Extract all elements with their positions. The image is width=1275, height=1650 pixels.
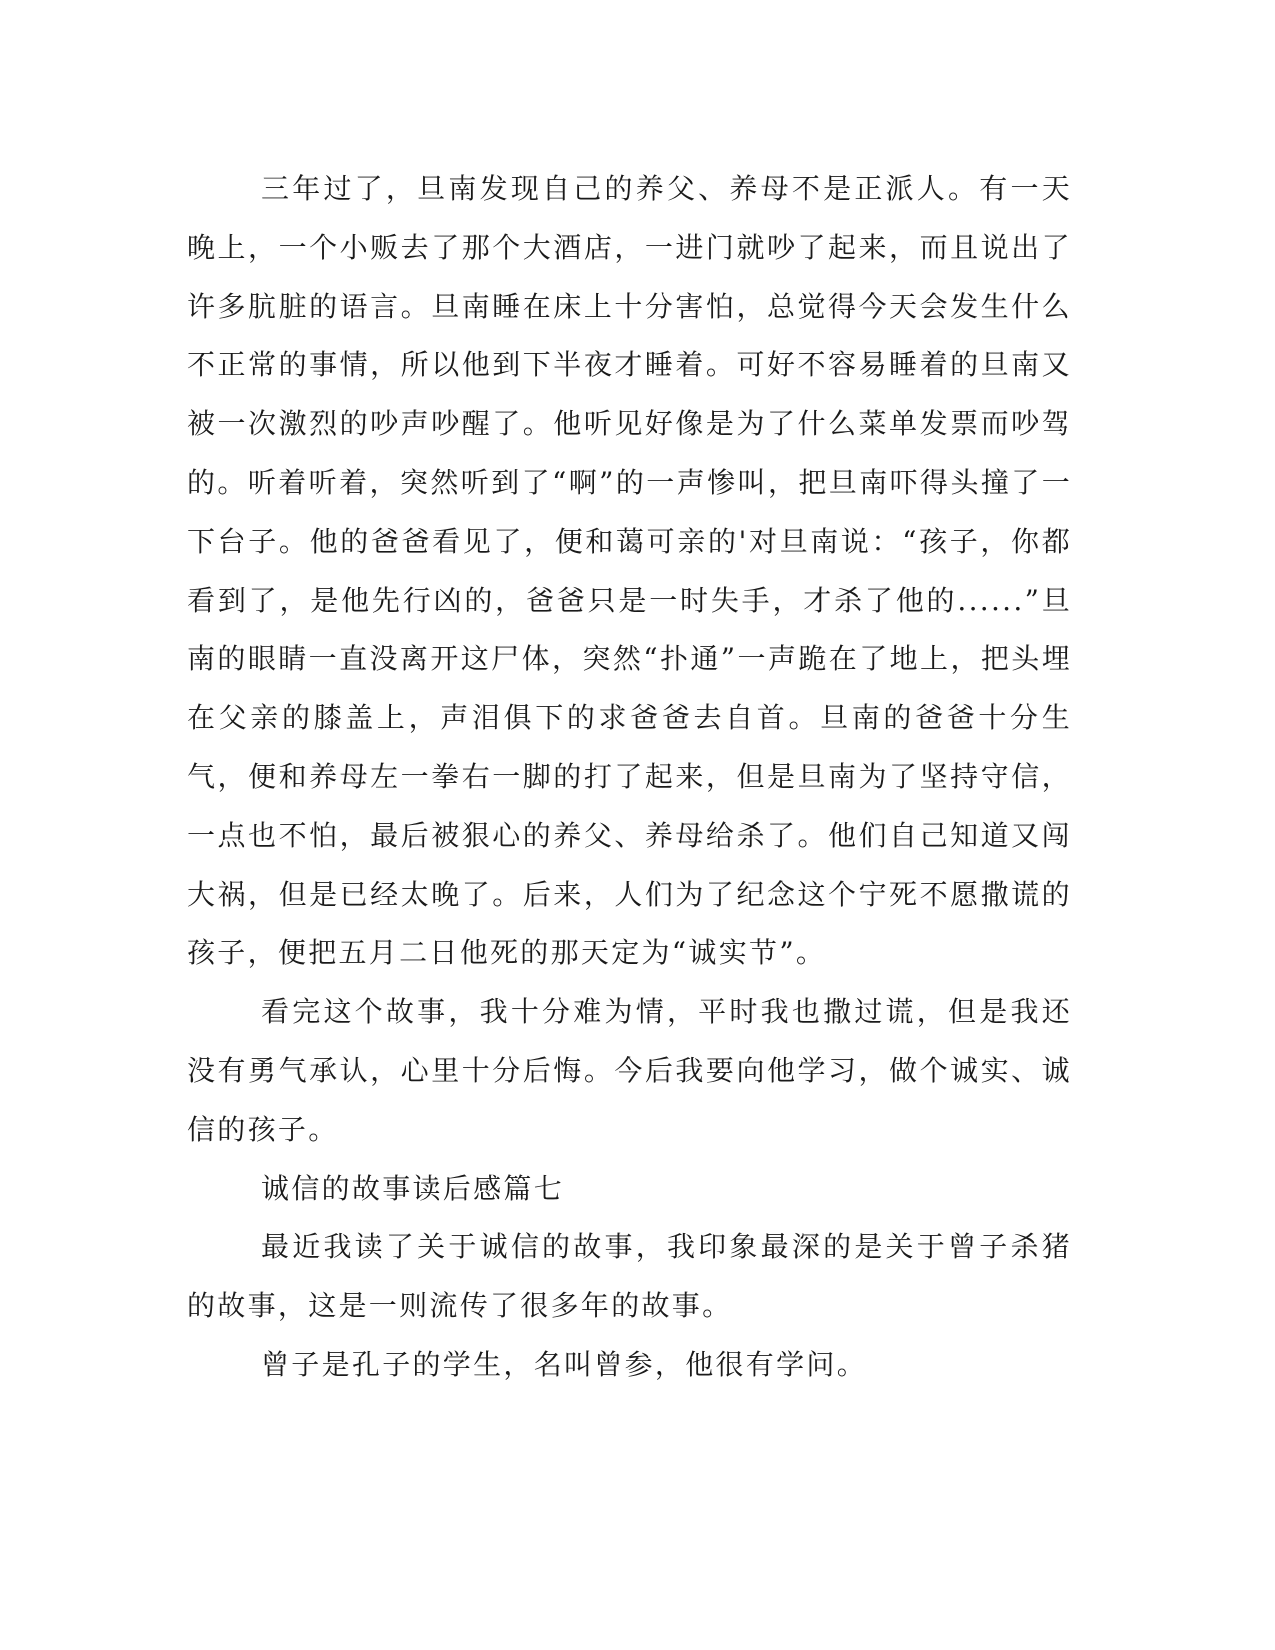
document-body — [187, 160, 1072, 1395]
paragraph-zengzi: 曾子是孔子的学生，名叫曾参，他很有学问。 — [261, 1347, 868, 1381]
paragraph-reflection: 看完这个故事，我十分难为情，平时我也撒过谎，但是我还没有勇气承认，心里十分后悔。今后我要向他学习，做个诚实、诚信的孩子。 — [187, 995, 1072, 1146]
paragraph-story: 三年过了，旦南发现自己的养父、养母不是正派人。有一天晚上，一个小贩去了那个大酒店，一进门就吵了起来，而且说出了许多肮脏的语言。旦南睡在床上十分害怕，总觉得今天会发生什么不正常的事情，所以他到下半夜才睡着。可好不容易睡着的旦南又被一次激烈的吵声吵醒了。他听见好像是为了什么菜单发票而吵驾的。听着听着，突然听到了“啊”的一声惨叫，把旦南吓得头撞了一下台子。他的爸爸看见了，便和蔼可亲的'对旦南说：“孩子，你都看到了，是他先行凶的，爸爸只是一时失手，才杀了他的......”旦南的眼睛一直没离开这尸体，突然“扑通”一声跪在了地上，把头埋在父亲的膝盖上，声泪俱下的求爸爸去自首。旦南的爸爸十分生气，便和养母左一拳右一脚的打了起来，但是旦南为了坚持守信，一点也不怕，最后被狠心的养父、养母给杀了。他们自己知道又闯大祸，但是已经太晚了。后来，人们为了纪念这个宁死不愿撒谎的孩子，便把五月二日他死的那天定为“诚实节”。 — [187, 172, 1072, 970]
section-heading: 诚信的故事读后感篇七 — [261, 1171, 565, 1205]
paragraph-intro: 最近我读了关于诚信的故事，我印象最深的是关于曾子杀猪的故事，这是一则流传了很多年的故事。 — [187, 1230, 1072, 1323]
